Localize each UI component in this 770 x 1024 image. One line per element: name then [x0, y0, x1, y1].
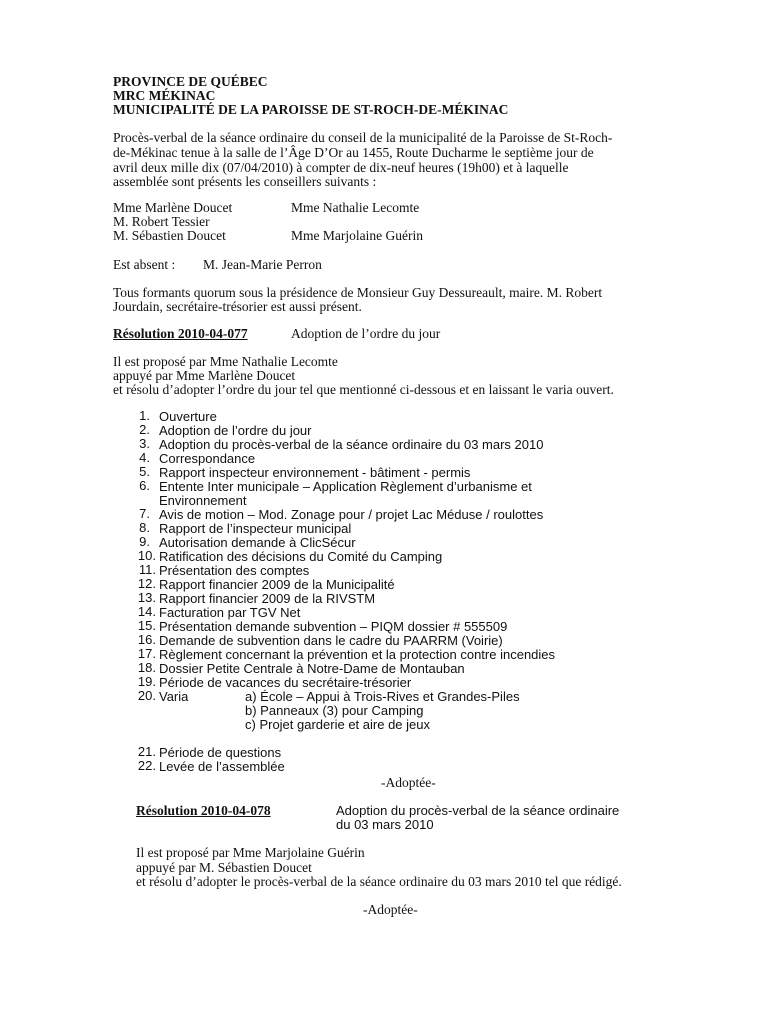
agenda-item: Dossier Petite Centrale à Notre-Dame de Montauban: [159, 661, 465, 676]
resolution-title: Adoption du procès-verbal de la séance ordinaire: [336, 803, 620, 818]
agenda-item: Autorisation demande à ClicSécur: [159, 535, 356, 550]
councillor-name: M. Robert Tessier: [113, 214, 210, 229]
resolution-title: Adoption de l’ordre du jour: [291, 326, 441, 341]
header-municipality: MUNICIPALITÉ DE LA PAROISSE DE ST-ROCH-DE-MÉKINAC: [113, 102, 509, 117]
agenda-number: 2.: [139, 422, 150, 437]
agenda-number: 20.: [137, 688, 156, 703]
agenda-number: 19.: [137, 674, 156, 689]
agenda-item: Correspondance: [159, 451, 256, 466]
agenda-number: 13.: [137, 590, 156, 605]
adopted-label: -Adoptée-: [381, 775, 436, 790]
agenda-number: 8.: [139, 520, 150, 535]
varia-subitem: c) Projet garderie et aire de jeux: [245, 717, 430, 732]
agenda-number: 9.: [139, 534, 150, 549]
agenda-number: 1.: [139, 408, 150, 423]
agenda-number: 18.: [137, 660, 156, 675]
councillor-name: M. Sébastien Doucet: [113, 228, 226, 243]
resolved-text: et résolu d’adopter l’ordre du jour tel que mentionné ci-dessous et en laissant le varia ouvert.: [113, 382, 614, 397]
agenda-item: Rapport financier 2009 de la Municipalité: [159, 577, 395, 592]
quorum-line: Jourdain, secrétaire-trésorier est aussi présent.: [113, 299, 362, 314]
intro-line: de-Mékinac tenue à la salle de l’Âge D’Or au 1455, Route Ducharme le septième jour de: [113, 145, 594, 160]
agenda-number: 14.: [137, 604, 156, 619]
agenda-number: 10.: [137, 548, 156, 563]
header-province: PROVINCE DE QUÉBEC: [113, 74, 268, 89]
agenda-item: Ratification des décisions du Comité du Camping: [159, 549, 443, 564]
agenda-item: Ouverture: [159, 409, 217, 424]
agenda-item: Règlement concernant la prévention et la protection contre incendies: [159, 647, 556, 662]
agenda-item: Présentation des comptes: [159, 563, 310, 578]
agenda-item: Entente Inter municipale – Application Règlement d’urbanisme et: [159, 479, 532, 494]
agenda-item: Rapport financier 2009 de la RIVSTM: [159, 591, 376, 606]
agenda-item: Varia: [159, 689, 189, 704]
varia-subitem: b) Panneaux (3) pour Camping: [245, 703, 424, 718]
councillor-name: Mme Marjolaine Guérin: [291, 228, 423, 243]
adopted-label: -Adoptée-: [363, 902, 418, 917]
councillor-name: Mme Marlène Doucet: [113, 200, 233, 215]
agenda-number: 12.: [137, 576, 156, 591]
agenda-item-continuation: Environnement: [159, 493, 247, 508]
agenda-item: Rapport inspecteur environnement - bâtiment - permis: [159, 465, 471, 480]
agenda-number: 11.: [138, 562, 156, 577]
intro-line: assemblée sont présents les conseillers suivants :: [113, 174, 377, 189]
varia-subitem: a) École – Appui à Trois-Rives et Grandes-Piles: [245, 689, 520, 704]
agenda-number: 6.: [139, 478, 150, 493]
intro-line: avril deux mille dix (07/04/2010) à compter de dix-neuf heures (19h00) et à laquelle: [113, 160, 569, 175]
agenda-number: 16.: [137, 632, 156, 647]
agenda-number: 7.: [139, 506, 150, 521]
agenda-item: Adoption de l’ordre du jour: [159, 423, 312, 438]
proposed-by: Il est proposé par Mme Marjolaine Guérin: [136, 845, 365, 860]
agenda-item: Période de vacances du secrétaire-trésorier: [159, 675, 412, 690]
resolution-number: Résolution 2010-04-077: [113, 326, 248, 341]
seconded-by: appuyé par Mme Marlène Doucet: [113, 368, 296, 383]
absent-name: M. Jean-Marie Perron: [203, 257, 322, 272]
agenda-item: Demande de subvention dans le cadre du PAARRM (Voirie): [159, 633, 503, 648]
agenda-number: 5.: [139, 464, 150, 479]
agenda-number: 21.: [137, 744, 156, 759]
agenda-item: Levée de l’assemblée: [159, 759, 285, 774]
proposed-by: Il est proposé par Mme Nathalie Lecomte: [113, 354, 338, 369]
quorum-line: Tous formants quorum sous la présidence de Monsieur Guy Dessureault, maire. M. Robert: [113, 285, 603, 300]
agenda-item: Adoption du procès-verbal de la séance ordinaire du 03 mars 2010: [159, 437, 544, 452]
agenda-item: Avis de motion – Mod. Zonage pour / projet Lac Méduse / roulottes: [159, 507, 544, 522]
agenda-number: 4.: [139, 450, 150, 465]
resolution-title: du 03 mars 2010: [336, 817, 434, 832]
resolution-number: Résolution 2010-04-078: [136, 803, 271, 818]
councillor-name: Mme Nathalie Lecomte: [291, 200, 420, 215]
intro-line: Procès-verbal de la séance ordinaire du conseil de la municipalité de la Paroisse de St-Roch-: [113, 130, 613, 145]
agenda-item: Présentation demande subvention – PIQM dossier # 555509: [159, 619, 508, 634]
header-mrc: MRC MÉKINAC: [113, 88, 216, 103]
agenda-number: 22.: [137, 758, 156, 773]
agenda-number: 15.: [137, 618, 156, 633]
agenda-number: 17.: [137, 646, 156, 661]
agenda-item: Période de questions: [159, 745, 282, 760]
agenda-item: Facturation par TGV Net: [159, 605, 301, 620]
seconded-by: appuyé par M. Sébastien Doucet: [136, 860, 312, 875]
absent-label: Est absent :: [113, 257, 176, 272]
agenda-item: Rapport de l’inspecteur municipal: [159, 521, 352, 536]
agenda-number: 3.: [139, 436, 150, 451]
resolved-text: et résolu d’adopter le procès-verbal de la séance ordinaire du 03 mars 2010 tel que rédigé.: [136, 874, 622, 889]
